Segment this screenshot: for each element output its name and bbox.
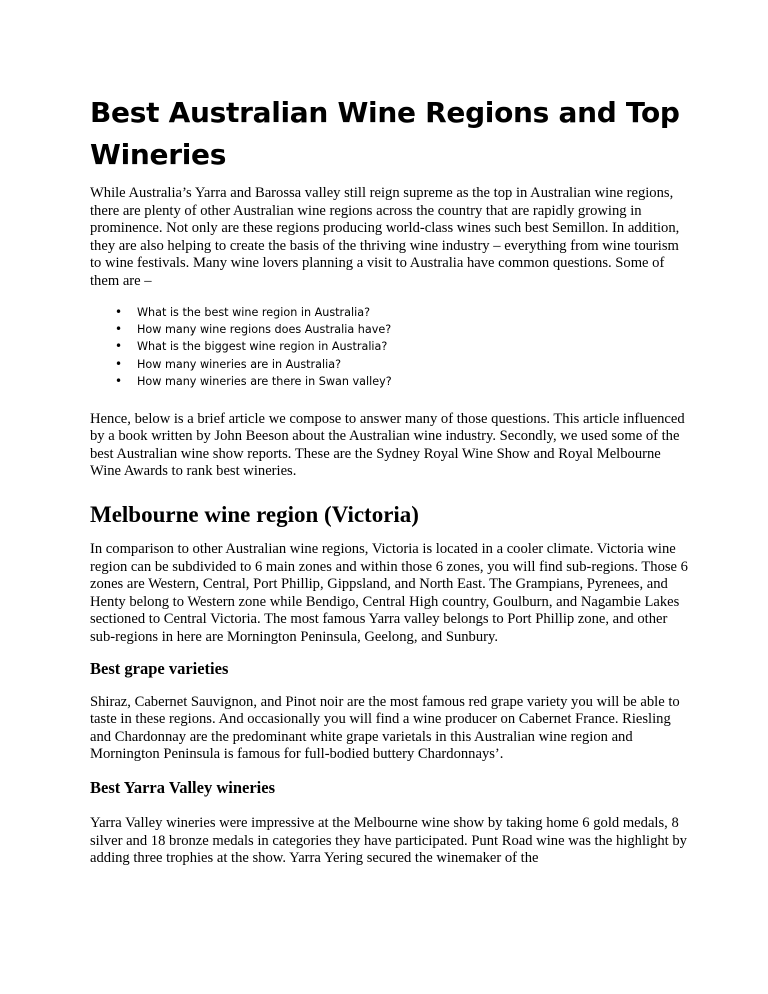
list-item	[90, 304, 690, 321]
melbourne-paragraph: In comparison to other Australian wine regions, Victoria is located in a cooler climate. Victoria wine region can be subdivided to 6 main zones and within those 6 zones, you will find sub-regions. Those 6 zones are Western, Central, Port Phillip, Gippsland, and North East. The Grampians, Pyrenees, and Henty belong to Western zone while Bendigo, Central High country, Goulburn, and Nagambie Lakes sectioned to Central Victoria. The most famous Yarra valley belongs to Port Phillip zone, and other sub-regions in here are Mornington Peninsula, Geelong, and Sunbury.	[90, 540, 688, 645]
melbourne-section-heading: Melbourne wine region (Victoria)	[90, 501, 419, 527]
list-item	[90, 373, 690, 390]
yarra-wineries-paragraph: Yarra Valley wineries were impressive at the Melbourne wine show by taking home 6 gold medals, 8 silver and 18 bronze medals in categories they have participated. Punt Road wine was the highlight by adding three trophies at the show. Yarra Yering secured the winemaker of the	[90, 814, 687, 867]
questions-list	[90, 304, 690, 391]
intro-paragraph: While Australia’s Yarra and Barossa valley still reign supreme as the top in Australian wine regions, there are plenty of other Australian wine regions across the country that are rapidly growing in prominence. Not only are these regions producing world-class wines such best Semillon. In addition, they are also helping to create the basis of the thriving wine industry – everything from wine tourism to wine festivals. Many wine lovers planning a visit to Australia have common questions. Some of them are –	[90, 185, 680, 289]
bullet-icon: •	[115, 304, 123, 319]
list-item-text: How many wineries are in Australia?	[137, 357, 342, 371]
yarra-wineries-heading: Best Yarra Valley wineries	[90, 777, 275, 797]
list-item	[90, 321, 690, 338]
grape-varieties-paragraph: Shiraz, Cabernet Sauvignon, and Pinot noir are the most famous red grape variety you will be able to taste in these regions. And occasionally you will find a wine producer on Cabernet France. Riesling and Chardonnay are the predominant white grape varietals in this Australian wine region and Mornington Peninsula is famous for full-bodied buttery Chardonnays’.	[90, 693, 680, 763]
list-item-text: What is the biggest wine region in Australia?	[137, 340, 388, 354]
document-page	[90, 92, 690, 868]
bullet-icon: •	[115, 321, 123, 336]
document-title: Best Australian Wine Regions and Top Wineries	[90, 96, 680, 171]
bullet-icon: •	[115, 374, 123, 389]
list-item	[90, 338, 690, 355]
bullet-icon: •	[115, 356, 123, 371]
list-item-text: How many wineries are there in Swan valley?	[137, 375, 392, 389]
list-item	[90, 356, 690, 373]
hence-paragraph: Hence, below is a brief article we compose to answer many of those questions. This article influenced by a book written by John Beeson about the Australian wine industry. Secondly, we used some of the best Australian wine show reports. These are the Sydney Royal Wine Show and Royal Melbourne Wine Awards to rank best wineries.	[90, 410, 685, 480]
bullet-icon: •	[115, 339, 123, 354]
grape-varieties-heading: Best grape varieties	[90, 658, 229, 678]
list-item-text: How many wine regions does Australia have?	[137, 322, 392, 336]
list-item-text: What is the best wine region in Australia?	[137, 305, 371, 319]
